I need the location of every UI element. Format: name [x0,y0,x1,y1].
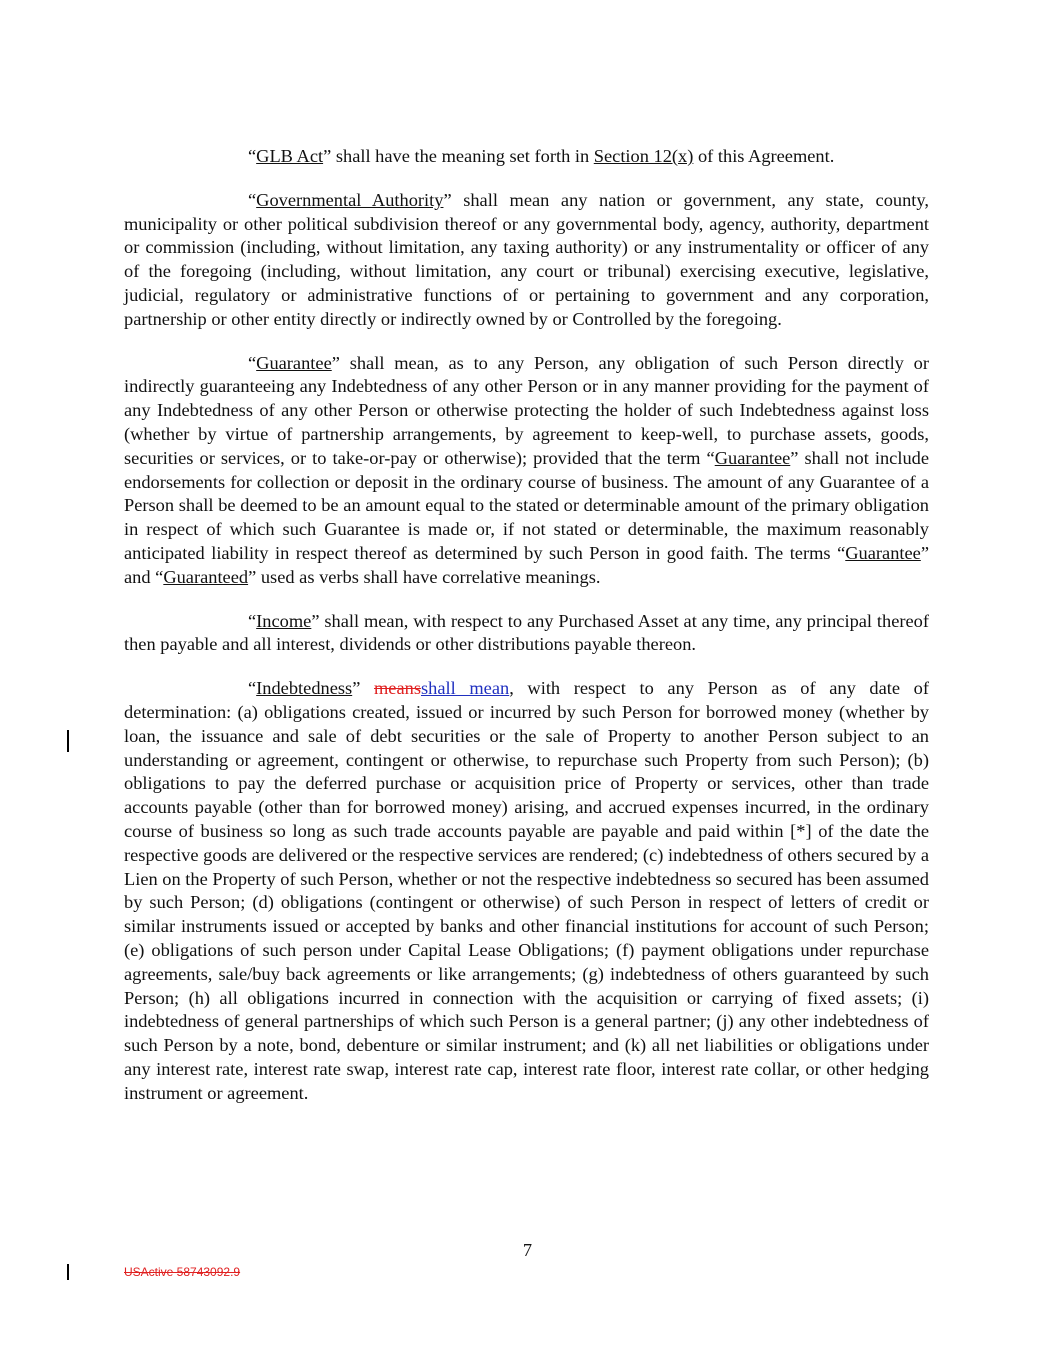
tracked-deletion: means [374,678,421,699]
tracked-insertion: shall mean [420,678,510,699]
defined-term: Indebtedness [256,678,353,699]
change-bar [67,730,69,752]
change-bar [67,1264,69,1280]
section-reference: Section 12(x) [593,146,694,166]
defined-term: Governmental Authority [256,189,444,210]
definition-income: “Income” shall mean, with respect to any Purchased Asset at any time, any principal thereof then payable and all interest, dividends or other distributions payable thereon. [124,610,929,655]
document-body [124,145,929,1125]
defined-term: Income [256,610,312,631]
defined-term: Guarantee [256,352,332,373]
page-number: 7 [522,1240,533,1260]
definition-indebtedness: “Indebtedness” meansshall mean, with respect to any Person as of any date of determination: (a) obligations created, issued or incurred by such Person for borrowed money (whether by loan, the issuance and sale of debt securities or the sale of Property to another Person subject to an understanding or agreement, contingent or otherwise, to repurchase such Property from such Person); (b) obligations to pay the deferred purchase or acquisition price of Property or services, other than trade accounts payable (other than for borrowed money) arising, and accrued expenses incurred, in the ordinary course of business so long as such trade accounts payable are payable and paid within [*] of the date the respective goods are delivered or the respective services are rendered; (c) indebtedness of others secured by a Lien on the Property of such Person, whether or not the respective indebtedness so secured has been assumed by such Person; (d) obligations (contingent or otherwise) of such Person in respect of letters of credit or similar instruments issued or accepted by banks and other financial institutions for account of such Person; (e) obligations of such person under Capital Lease Obligations; (f) payment obligations under repurchase agreements, sale/buy back agreements or like arrangements; (g) indebtedness of others guaranteed by such Person; (h) all obligations incurred in connection with the acquisition or carrying of fixed assets; (i) indebtedness of general partnerships of which such Person is a general partner; (j) any other indebtedness of such Person by a note, bond, debenture or similar instrument; and (k) all net liabilities or obligations under any interest rate, interest rate swap, interest rate cap, interest rate floor, interest rate collar, or other hedging instrument or agreement. [124,678,929,1103]
defined-term: Guarantee [845,542,921,563]
definition-guarantee: “Guarantee” shall mean, as to any Person, any obligation of such Person directly or indirectly guaranteeing any Indebtedness of any other Person or in any manner providing for the payment of any Indebtedness of any other Person or otherwise protecting the holder of such Indebtedness against loss (whether by virtue of partnership arrangements, by agreement to keep-well, to purchase assets, goods, securities or services, or to take-or-pay or otherwise); provided that the term “Guarantee” shall not include endorsements for collection or deposit in the ordinary course of business. The amount of any Guarantee of a Person shall be deemed to be an amount equal to the stated or determinable amount of the primary obligation in respect of which such Guarantee is made or, if not stated or determinable, the maximum reasonably anticipated liability in respect thereof as determined by such Person in good faith. The terms “Guarantee” and “Guaranteed” used as verbs shall have correlative meanings. [124,352,930,587]
definition-glb-act: “GLB Act” shall have the meaning set forth in Section 12(x) of this Agreement. [248,146,835,166]
defined-term: Guaranteed [163,566,249,587]
defined-term: Guarantee [714,447,791,468]
document-id: USActive 58743092.9 [124,1265,241,1279]
defined-term: GLB Act [256,146,324,166]
definition-governmental-authority: “Governmental Authority” shall mean any nation or government, any state, county, municipality or other political subdivision thereof or any governmental body, agency, authority, department or commission (including, without limitation, any taxing authority) or any instrumentality or officer of any of the foregoing (including, without limitation, any court or tribunal) exercising executive, legislative, judicial, regulatory or administrative functions of or pertaining to government and any corporation, partnership or other entity directly or indirectly owned by or Controlled by the foregoing. [124,189,929,329]
